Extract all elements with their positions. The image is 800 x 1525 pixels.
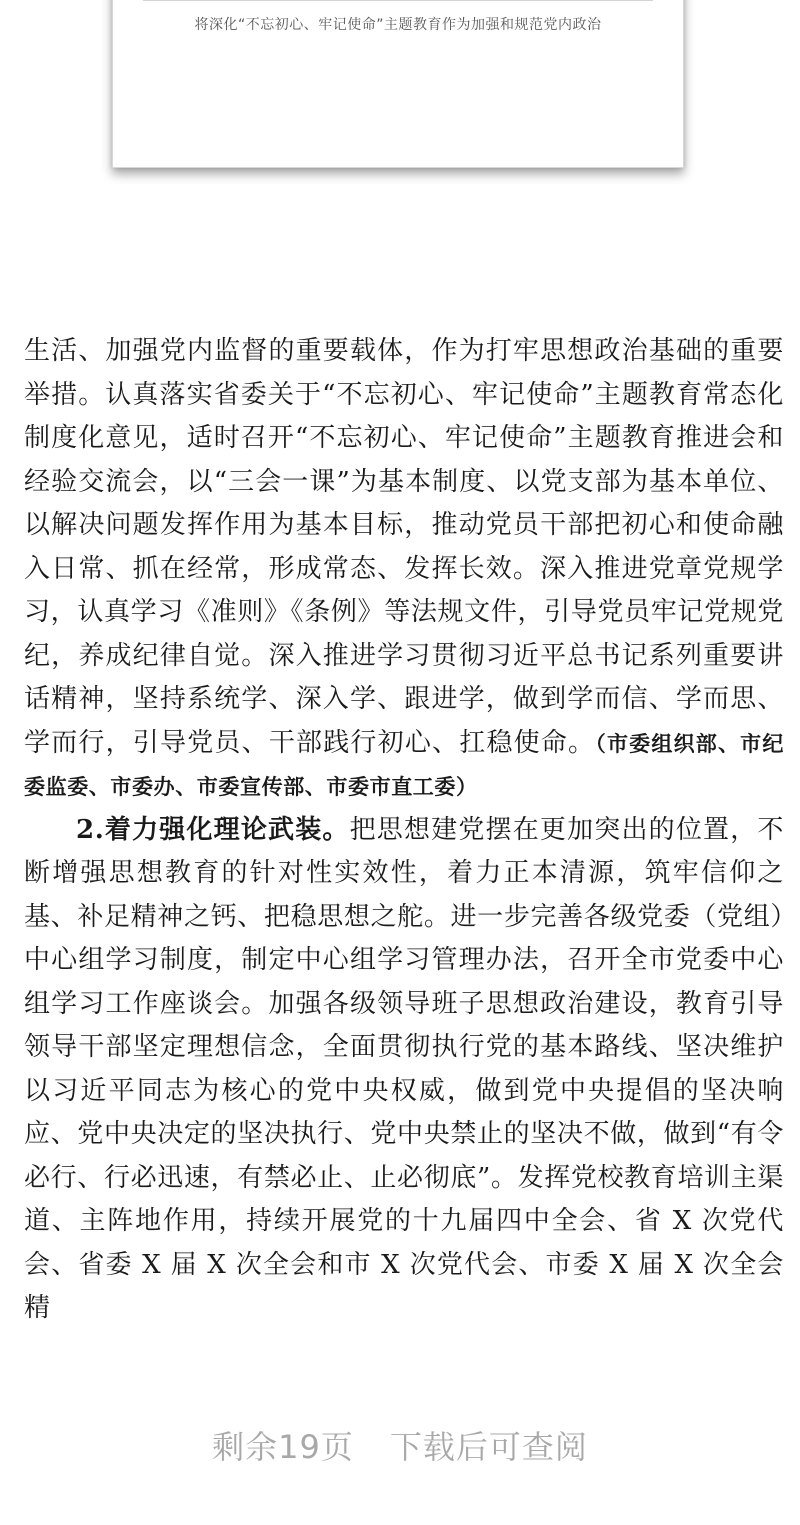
responsible-orgs: （市委组织部、市纪委监委、市委办、市委宣传部、市委市直工委） xyxy=(24,730,784,799)
remaining-pages-notice[interactable] xyxy=(0,1422,800,1468)
paragraph-1 xyxy=(24,330,784,809)
document-body xyxy=(24,330,784,1331)
paragraph-2-text: 把思想建党摆在更加突出的位置，不断增强思想教育的针对性实效性，着力正本清源，筑牢信仰之基、补足精神之钙、把稳思想之舵。进一步完善各级党委（党组）中心组学习制度，制定中心组学习管理办法，召开全市党委中心组学习工作座谈会。加强各级领导班子思想政治建设，教育引导领导干部坚定理想信念，全面贯彻执行党的基本路线、坚决维护以习近平同志为核心的党中央权威，做到党中央提倡的坚决响应、党中央决定的坚决执行、党中央禁止的坚决不做，做到“有令必行、行必迅速，有禁必止、止必彻底”。发挥党校教育培训主渠道、主阵地作用，持续开展党的十九届四中全会、省 X 次党代会、省委 X 届 X 次全会和市 X 次党代会、市委 X 届 X 次全会精 xyxy=(24,814,784,1323)
download-to-view-label: 下载后可查阅 xyxy=(389,1428,588,1466)
page-preview-card xyxy=(112,0,684,168)
remaining-pages-label: 剩余19页 xyxy=(212,1428,354,1466)
preview-text-line: 将深化“不忘初心、牢记使命”主题教育作为加强和规范党内政治 xyxy=(194,17,602,33)
preview-title-cut xyxy=(143,0,653,9)
paragraph-2 xyxy=(24,809,784,1331)
section-heading: 2.着力强化理论武装。 xyxy=(76,814,350,845)
paragraph-1-text: 生活、加强党内监督的重要载体，作为打牢思想政治基础的重要举措。认真落实省委关于“不忘初心、牢记使命”主题教育常态化制度化意见，适时召开“不忘初心、牢记使命”主题教育推进会和经验交流会，以“三会一课”为基本制度、以党支部为基本单位、以解决问题发挥作用为基本目标，推动党员干部把初心和使命融入日常、抓在经常，形成常态、发挥长效。深入推进党章党规学习，认真学习《准则》《条例》等法规文件，引导党员牢记党规党纪，养成纪律自觉。深入推进学习贯彻习近平总书记系列重要讲话精神，坚持系统学、深入学、跟进学，做到学而信、学而思、学而行，引导党员、干部践行初心、扛稳使命。 xyxy=(24,336,784,758)
